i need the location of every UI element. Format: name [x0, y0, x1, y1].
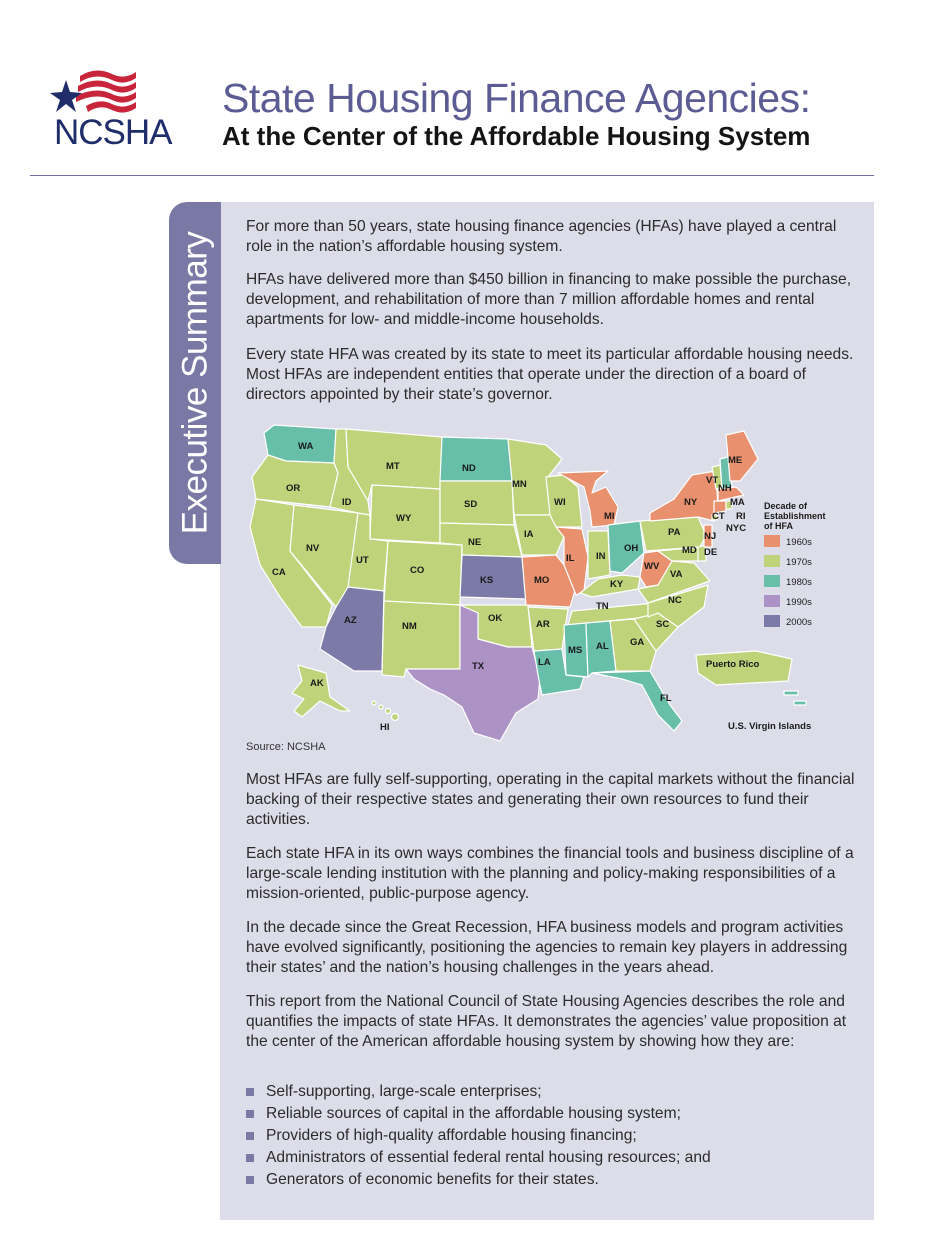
- label-oh: OH: [624, 543, 639, 554]
- label-or: OR: [286, 483, 301, 494]
- label-md: MD: [682, 545, 697, 556]
- label-me: ME: [728, 455, 743, 466]
- page-title: State Housing Finance Agencies:: [222, 75, 811, 121]
- paragraph-intro: For more than 50 years, state housing finance agencies (HFAs) have played a central role in the nation’s affordable housing system.: [246, 218, 837, 255]
- paragraph-state-created: Every state HFA was created by its state to meet its particular affordable housing needs. Most HFAs are independent entities that operate under the direction of a board of directors appointed by their state’s governor.: [246, 346, 854, 403]
- label-de: DE: [704, 547, 718, 558]
- state-nm: [382, 601, 460, 677]
- flag-stripes: [76, 70, 136, 112]
- list-item: [246, 1081, 711, 1103]
- label-mi: MI: [604, 511, 615, 522]
- label-ct: CT: [712, 511, 725, 522]
- label-ms: MS: [568, 645, 583, 656]
- legend-label-1980s: 1980s: [786, 577, 812, 588]
- label-mt: MT: [386, 461, 400, 472]
- label-nj: NJ: [704, 531, 717, 542]
- list-item-text: Reliable sources of capital in the affordable housing system;: [266, 1105, 681, 1122]
- list-item-text: Generators of economic benefits for their states.: [266, 1171, 599, 1188]
- label-wv: WV: [644, 561, 660, 572]
- section-tab-label-wrap: [169, 202, 221, 564]
- label-hi: HI: [380, 722, 390, 733]
- list-item: [246, 1103, 711, 1125]
- label-tn: TN: [596, 601, 609, 612]
- bullet-square-icon: [246, 1154, 254, 1162]
- label-ny: NY: [684, 497, 698, 508]
- legend-title-line-1: Decade of: [764, 501, 808, 511]
- label-nd: ND: [462, 463, 476, 474]
- label-la: LA: [538, 657, 551, 668]
- list-item-text: Self-supporting, large-scale enterprises;: [266, 1083, 542, 1100]
- label-wa: WA: [298, 441, 314, 452]
- state-ak: [292, 665, 350, 717]
- label-il: IL: [566, 553, 575, 564]
- state-hi: [372, 701, 399, 721]
- bullet-square-icon: [246, 1176, 254, 1184]
- legend-swatch-2000s: [764, 615, 780, 627]
- state-nd: [440, 437, 512, 481]
- label-ga: GA: [630, 637, 645, 648]
- label-ma: MA: [730, 497, 745, 508]
- label-fl: FL: [660, 693, 672, 704]
- label-vt: VT: [706, 475, 719, 486]
- bullet-square-icon: [246, 1088, 254, 1096]
- page-subtitle: At the Center of the Affordable Housing System: [222, 121, 811, 151]
- label-puerto-rico: Puerto Rico: [706, 659, 760, 670]
- legend-title-line-2: Establishment: [764, 511, 826, 521]
- legend-label-1970s: 1970s: [786, 557, 812, 568]
- paragraph-self-supporting: Most HFAs are fully self-supporting, operating in the capital markets without the financial backing of their respective states and generating their own resources to fund their activities.: [246, 771, 855, 828]
- list-item-text: Administrators of essential federal rental housing resources; and: [266, 1149, 711, 1166]
- label-mo: MO: [534, 575, 550, 586]
- label-ak: AK: [310, 678, 324, 689]
- section-tab-label: Executive Summary: [175, 231, 214, 535]
- label-tx: TX: [472, 661, 485, 672]
- label-al: AL: [596, 641, 609, 652]
- list-item-text: Providers of high-quality affordable housing financing;: [266, 1127, 637, 1144]
- bullet-square-icon: [246, 1110, 254, 1118]
- label-ky: KY: [610, 579, 624, 590]
- label-wi: WI: [554, 497, 566, 508]
- legend-swatch-1990s: [764, 595, 780, 607]
- label-nc: NC: [668, 595, 682, 606]
- header-divider: [30, 175, 874, 176]
- paragraph-great-recession: In the decade since the Great Recession, HFA business models and program activities have evolved significantly, positioning the agencies to remain key players in addressing their states’ and the nation’s housing challenges in the years ahead.: [246, 919, 848, 976]
- label-nh: NH: [718, 483, 732, 494]
- label-nyc: NYC: [726, 523, 747, 534]
- paragraph-financing: HFAs have delivered more than $450 billion in financing to make possible the purchase, development, and rehabilitation of more than 7 million affordable homes and rental apartments for low- and middle-income households.: [246, 271, 852, 328]
- label-ri: RI: [736, 511, 746, 522]
- label-nm: NM: [402, 621, 417, 632]
- label-sd: SD: [464, 499, 478, 510]
- label-ok: OK: [488, 613, 503, 624]
- label-sc: SC: [656, 619, 670, 630]
- map-legend: [764, 501, 826, 628]
- legend-label-2000s: 2000s: [786, 617, 812, 628]
- list-item: [246, 1169, 711, 1191]
- list-item: [246, 1147, 711, 1169]
- territory-usvi: [784, 691, 806, 705]
- key-points-list: [246, 1081, 711, 1191]
- label-az: AZ: [344, 615, 357, 626]
- label-co: CO: [410, 565, 425, 576]
- label-mn: MN: [512, 479, 527, 490]
- label-ks: KS: [480, 575, 494, 586]
- label-usvi: U.S. Virgin Islands: [728, 721, 812, 732]
- legend-label-1960s: 1960s: [786, 537, 812, 548]
- legend-title-line-3: of HFA: [764, 521, 793, 531]
- legend-swatch-1980s: [764, 575, 780, 587]
- logo-text: NCSHA: [54, 113, 172, 152]
- label-ut: UT: [356, 555, 369, 566]
- legend-swatch-1960s: [764, 535, 780, 547]
- label-in: IN: [596, 551, 606, 562]
- legend-swatch-1970s: [764, 555, 780, 567]
- label-pa: PA: [668, 527, 681, 538]
- label-ca: CA: [272, 567, 286, 578]
- label-va: VA: [670, 569, 683, 580]
- label-ia: IA: [524, 529, 534, 540]
- map-source: Source: NCSHA: [246, 741, 326, 753]
- paragraph-report: This report from the National Council of State Housing Agencies describes the role and quantifies the impacts of state HFAs. It demonstrates the agencies’ value proposition at the center of the American affordable housing system by showing how they are:: [246, 993, 847, 1050]
- legend-label-1990s: 1990s: [786, 597, 812, 608]
- label-id: ID: [342, 497, 352, 508]
- label-wy: WY: [396, 513, 412, 524]
- label-nv: NV: [306, 543, 320, 554]
- hfa-decade-map: [246, 415, 846, 745]
- bullet-square-icon: [246, 1132, 254, 1140]
- list-item: [246, 1125, 711, 1147]
- label-ar: AR: [536, 619, 550, 630]
- star-icon: [50, 80, 82, 112]
- paragraph-financial-tools: Each state HFA in its own ways combines the financial tools and business discipline of a large-scale lending institution with the planning and policy-making responsibilities of a mission-oriented, public-purpose agency.: [246, 845, 854, 902]
- state-or: [252, 455, 338, 507]
- label-ne: NE: [468, 537, 482, 548]
